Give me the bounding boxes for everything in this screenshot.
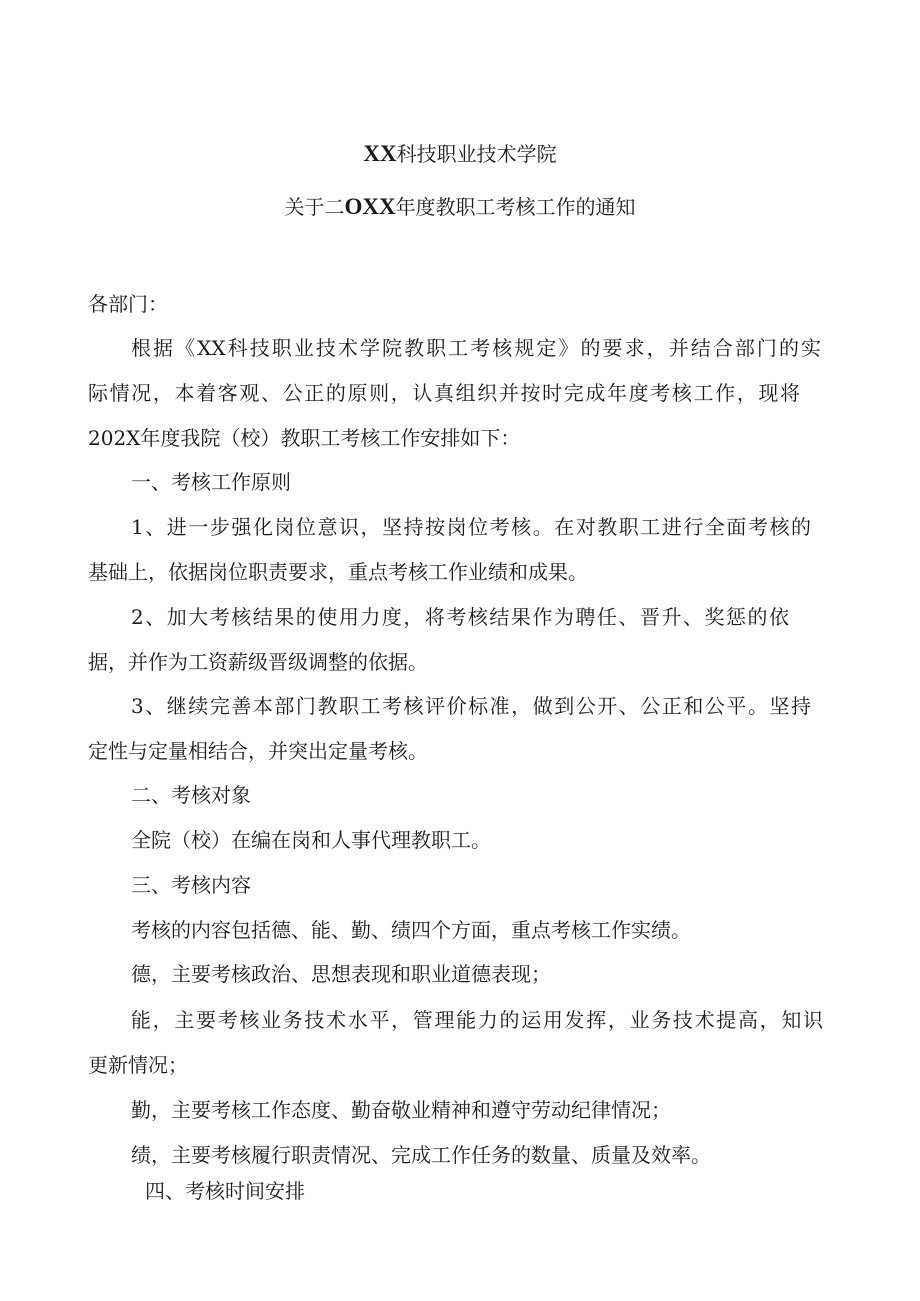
paragraph-line: 3、继续完善本部门教职工考核评价标准，做到公开、公正和公平。坚持 <box>131 694 811 718</box>
paragraph-line: 更新情况； <box>88 1053 188 1077</box>
salutation: 各部门： <box>88 292 168 316</box>
paragraph-line: 2、加大考核结果的使用力度，将考核结果作为聘任、晋升、奖惩的依 <box>131 605 789 629</box>
title-org-prefix: XX <box>363 141 397 166</box>
title-org-rest: 科技职业技术学院 <box>396 142 557 166</box>
paragraph-line: 绩，主要考核履行职责情况、完成工作任务的数量、质量及效率。 <box>131 1143 711 1167</box>
paragraph-line: 根据《XX科技职业技术学院教职工考核规定》的要求，并结合部门的实 <box>131 336 821 360</box>
paragraph-line: 际情况，本着客观、公正的原则，认真组织并按时完成年度考核工作，现将 <box>88 381 800 405</box>
paragraph-line: 202X年度我院（校）教职工考核工作安排如下： <box>88 426 521 450</box>
section-heading: 二、考核对象 <box>131 783 251 807</box>
section-heading: 四、考核时间安排 <box>145 1179 305 1203</box>
paragraph-line: 勤，主要考核工作态度、勤奋敬业精神和遵守劳动纪律情况； <box>131 1098 671 1122</box>
paragraph-line: 基础上，依据岗位职责要求，重点考核工作业绩和成果。 <box>88 560 588 584</box>
title-notice-before: 关于二 <box>284 195 345 219</box>
document-title-notice <box>0 193 920 221</box>
document-title-org <box>0 140 920 168</box>
paragraph-line: 考核的内容包括德、能、勤、绩四个方面，重点考核工作实绩。 <box>131 918 691 942</box>
section-heading: 三、考核内容 <box>131 873 251 897</box>
title-notice-code: OXX <box>344 194 396 219</box>
paragraph-line: 德，主要考核政治、思想表现和职业道德表现； <box>131 962 551 986</box>
paragraph-line: 定性与定量相结合，并突出定量考核。 <box>88 739 428 763</box>
title-notice-after: 年度教职工考核工作的通知 <box>395 195 636 219</box>
paragraph-line: 能，主要考核业务技术水平，管理能力的运用发挥，业务技术提高，知识 <box>131 1008 823 1032</box>
paragraph-line: 1、进一步强化岗位意识，坚持按岗位考核。在对教职工进行全面考核的 <box>131 515 811 539</box>
paragraph-line: 全院（校）在编在岗和人事代理教职工。 <box>131 828 491 852</box>
section-heading: 一、考核工作原则 <box>131 470 291 494</box>
paragraph-line: 据，并作为工资薪级晋级调整的依据。 <box>88 650 428 674</box>
